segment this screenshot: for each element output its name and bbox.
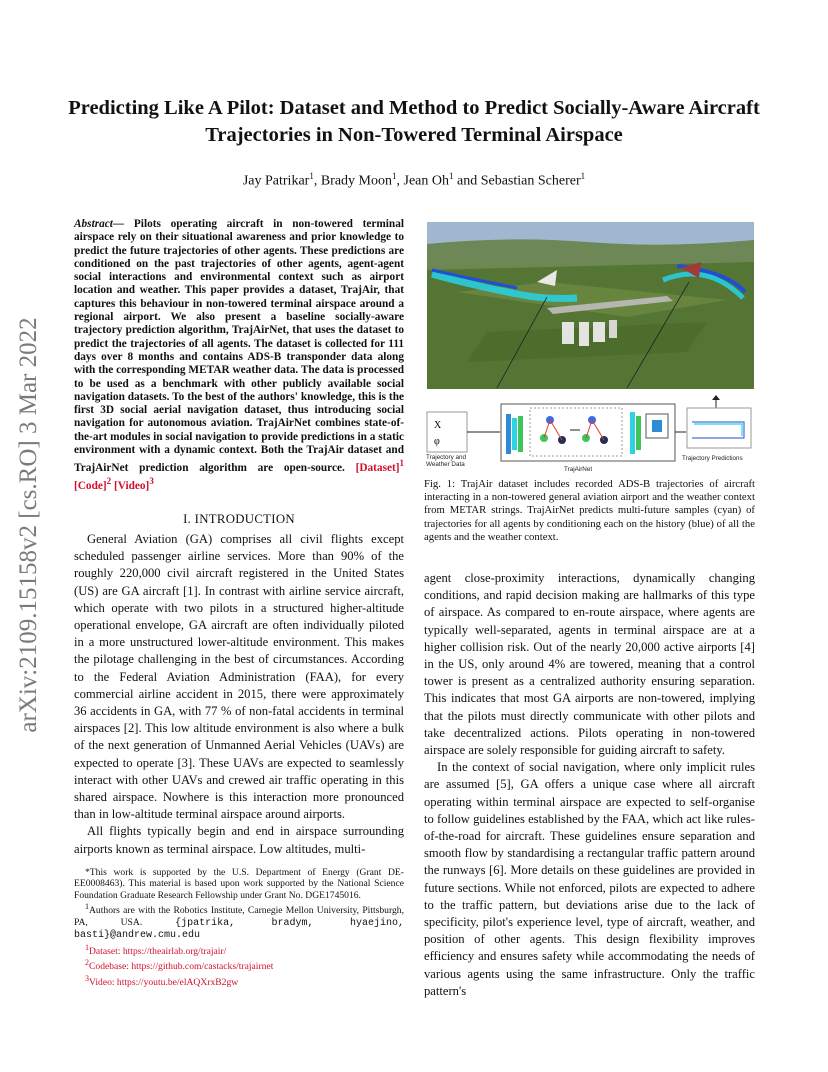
output-label: Trajectory Predictions — [682, 455, 743, 462]
airport-aerial-photo — [427, 222, 754, 389]
intro-body — [74, 531, 404, 858]
author-separator: and — [453, 173, 481, 189]
dataset-link[interactable]: [Dataset] — [355, 462, 400, 475]
footnotes — [74, 867, 404, 988]
author-name: Sebastian Scherer — [480, 173, 581, 189]
arxiv-stamp-text: arXiv:2109.15158v2 [cs.RO] 3 Mar 2022 — [15, 317, 42, 733]
author-name: Brady Moon — [320, 173, 392, 189]
author-name: Jean Oh — [403, 173, 449, 189]
video-link[interactable]: [Video] — [113, 480, 150, 493]
input-symbol-x: X — [434, 420, 442, 431]
input-symbol-phi: φ — [434, 436, 440, 447]
footnote-dataset-link[interactable]: $^1$Dataset: https://theairlab.org/trajair/ — [85, 942, 227, 957]
author-separator: , — [396, 173, 404, 189]
author-affiliation: 1 — [580, 171, 586, 181]
input-label: Weather Data — [426, 461, 465, 468]
body-paragraph: General Aviation (GA) comprises all civil flights except scheduled passenger airline services. More than 90% of the roughly 220,000 civil aircraft registered in the United States (US) are GA aircraft [1]. In contrast with airline service aircraft, which operate with two pilots in a structured higher-altitude operational envelope, GA aircraft are often individually piloted in a more unstructured lower-altitude environment. This makes the pilotage challenging in the best of circumstances. According to the Federal Aviation Administration (FAA), for every commercial airline accident in 2015, there were approximately 36 accidents in GA, with 77 % of non-fatal accidents in terminal airspaces [2]. This low altitude environment is also where a bulk of the next generation of Unmanned Aerial Vehicles (UAVs) are expected to operate [3]. These UAVs are expected to seamlessly interact with other UAVs and crewed air traffic operating in this shared airspace. Nowhere is this interaction more pronounced than in low-altitude terminal airspace around airports. — [74, 532, 404, 822]
footnote-video-link[interactable]: $^3$Video: https://youtu.be/elAQXrxB2gw — [85, 973, 239, 988]
author-affiliation: 1 — [309, 171, 314, 181]
arxiv-stamp — [6, 290, 50, 760]
body-paragraph: agent close-proximity interactions, dynamically changing conditions, and rapid decision making are hallmarks of this type of airspace. As compared to en-route airspace, where agents are typically well-separated, agents in terminal airspace are at a higher collision risk. Out of the nearly 20,000 active airports [4] in the US, only around 4% are towered, meaning that a control tower is present as a centralized authority ensuring separation. This indicates that most GA airports are non-towered, implying that the pilots must directly communicate with other pilots and take decentralized actions. Pilots operating in non-towered airspace are solely responsible for guiding aircraft to safety. — [424, 571, 755, 758]
model-label: TrajAirNet — [564, 466, 593, 473]
abstract-text: Pilots operating aircraft in non-towered terminal airspace rely on their situational awareness and prior knowledge to predict the future trajectories of other agents. These predictions are conditioned on the past trajectories of other agents, agent-agent social interactions and environmental context such as airport location and weather. This paper provides a dataset, TrajAir, that captures this behaviour in non-towered terminal airspace around a regional airport. We also present a baseline socially-aware trajectory prediction algorithm, TrajAirNet, that uses the dataset to predict the trajectories of all agents. The dataset is collected for 111 days over 8 months and contains ADS-B transponder data along with the corresponding METAR weather data. The data is processed to be used as a benchmark with other publicly available social navigation datasets. To the best of the authors' knowledge, this is the first 3D social aerial navigation dataset, thus introducing social navigation for autonomous aviation. TrajAirNet combines state-of-the-art modules in social navigation to provide predictions in a static environment with a dynamic context. Both the TrajAir dataset and TrajAirNet prediction algorithm are open-source. — [74, 218, 405, 475]
body-paragraph: In the context of social navigation, where only implicit rules are assumed [5], GA offers a unique case where all aircraft operating within terminal airspace are expected to self-organise to follow guidelines established by the FAA, which act like rules-of-the-road for aircraft. These guidelines ensure separation and smooth flow by standardising a rectangular traffic pattern around the runways [6]. More details on these guidelines are provided in future sections. While not enforced, pilots are expected to adhere to the traffic pattern, but deviations arise due to the lack of specificity, pilot's experience level, type of aircraft, weather, and position of other agents. This design flexibility improves efficiency and ensures safety while accommodating the needs of various agents using the same infrastructure. Only the traffic pattern's — [424, 760, 755, 998]
link-footnote-marker: 2 — [106, 476, 112, 487]
abstract-lead: Abstract — [74, 218, 113, 230]
footnote-funding: *This work is supported by the U.S. Department of Energy (Grant DE-EE0008463). This material is based upon work supported by the National Science Foundation Graduate Research Fellowship under Grant No. DGE1745016. — [74, 867, 404, 901]
input-label: Trajectory and — [426, 454, 467, 461]
author-separator: , — [313, 173, 321, 189]
footnote-emails: {jpatrika, bradym, hyaejino, basti}@andrew.cmu.edu — [74, 917, 404, 942]
right-body — [424, 570, 755, 1000]
footnote-affiliation: $^1$Authors are with the Robotics Institute, Carnegie Mellon University, Pittsburgh, PA, USA. {jpatrika, bradym, hyaejino, basti}@andrew.cmu.edu — [74, 902, 404, 942]
figure-caption: Fig. 1: TrajAir dataset includes recorded ADS-B trajectories of aircraft interacting in a non-towered general aviation airport and the weather context from METAR strings. TrajAirNet predicts multi-future samples (cyan) of trajectories for all agents by conditioning each on the history (blue) of all the agents and the weather context. — [424, 478, 755, 543]
abstract: Abstract— Pilots operating aircraft in non-towered terminal airspace rely on their situational awareness and prior knowledge to predict the future trajectories of other agents. These predictions are conditioned on the past trajectories of other agents, agent-agent social interactions and environmental context such as airport location and weather. This paper provides a dataset, TrajAir, that captures this behaviour in non-towered terminal airspace around a regional airport. We also present a baseline socially-aware trajectory prediction algorithm, TrajAirNet, that uses the dataset to predict the trajectories of all agents. The dataset is collected for 111 days over 8 months and contains ADS-B transponder data along with the corresponding METAR weather data. The data is processed to be used as a benchmark with other publicly available social navigation datasets. To the best of the authors' knowledge, this is the first 3D social aerial navigation dataset, thus introducing social navigation for autonomous aviation. TrajAirNet combines state-of-the-art modules in social navigation to provide predictions in a static environment with a dynamic context. Both the TrajAir dataset and TrajAirNet prediction algorithm are open-source. [Dataset]$^1$ [Code]$^2$ [Video]$^3$ — [74, 218, 405, 493]
author-name: Jay Patrikar — [242, 173, 310, 189]
footnote-code-link[interactable]: $^2$Codebase: https://github.com/castacks/trajairnet — [85, 958, 274, 973]
author-affiliation: 1 — [392, 171, 397, 181]
link-footnote-marker: 3 — [149, 476, 154, 487]
trajairnet-diagram — [424, 394, 755, 476]
author-affiliation: 1 — [449, 171, 454, 181]
paper-title: Predicting Like A Pilot: Dataset and Method to Predict Socially-Aware Aircraft Trajectories in Non-Towered Terminal Airspace — [68, 97, 760, 146]
code-link[interactable]: [Code] — [74, 480, 107, 493]
figure-1 — [424, 218, 755, 473]
body-paragraph: All flights typically begin and end in airspace surrounding airports known as terminal airspace. Low altitudes, multi- — [74, 824, 404, 856]
section-heading: I. INTRODUCTION — [183, 512, 295, 526]
author-list — [60, 171, 768, 190]
link-footnote-marker: 1 — [399, 458, 405, 469]
